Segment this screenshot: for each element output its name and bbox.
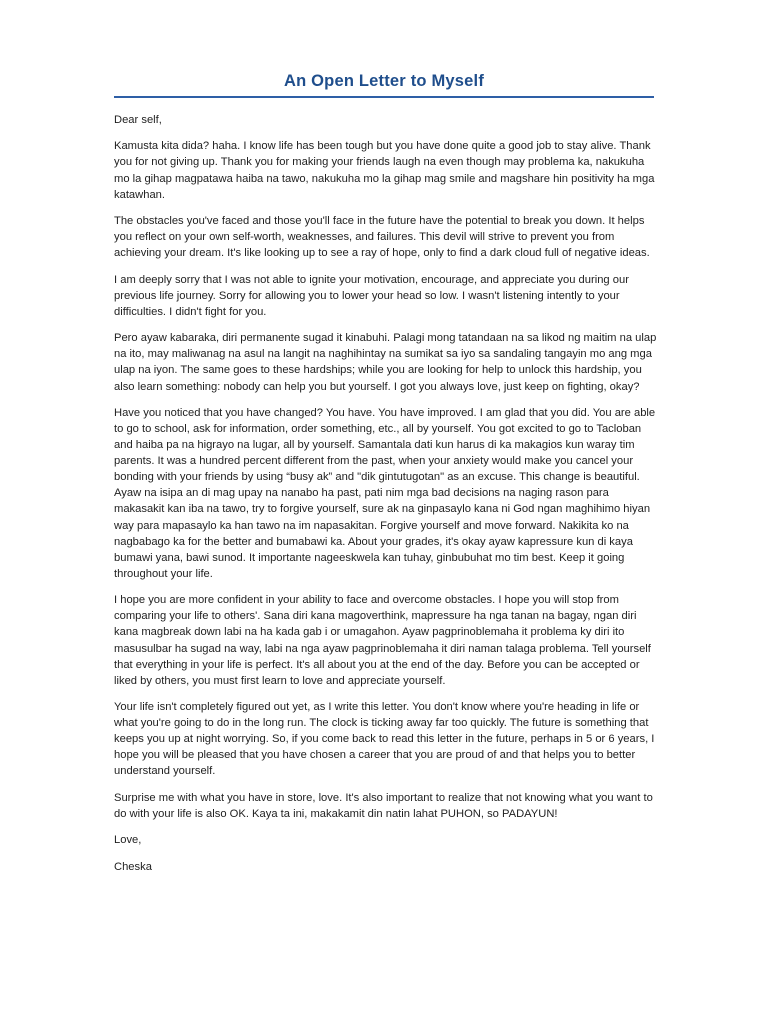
paragraph-1: Kamusta kita dida? haha. I know life has been tough but you have done quite a good job to stay alive. Thank you for not giving up. Thank you for making your friends laugh na even though may problema ka, nakukuha mo la gihap magpatawa haiba na tawo, nakukuha mo la gihap mag smile and magshare hin positivity ha mga katawhan. bbox=[114, 140, 655, 201]
paragraph-3: I am deeply sorry that I was not able to ignite your motivation, encourage, and appreciate you during our previous life journey. Sorry for allowing you to lower your head so low. I wasn't listening intently to your difficulties. I didn't fight for you. bbox=[114, 273, 629, 318]
paragraph-2: The obstacles you've faced and those you'll face in the future have the potential to break you down. It helps you reflect on your own self-worth, weaknesses, and failures. This devil will strive to prevent you from achieving your dream. It's like looking up to see a ray of hope, only to find a dark cloud full of negative ideas. bbox=[114, 215, 650, 260]
paragraph-7: Your life isn't completely figured out yet, as I write this letter. You don't know where you're heading in life or what you're going to do in the long run. The clock is ticking away far too quickly. The future is something that keeps you up at night worrying. So, if you come back to read this letter in the future, perhaps in 5 or 6 years, I hope you will be pleased that you have chosen a career that you are proud of and that helps you to better understand yourself. bbox=[114, 701, 655, 778]
paragraph-8: Surprise me with what you have in store, love. It's also important to realize that not knowing what you want to do with your life is also OK. Kaya ta ini, makakamit din natin lahat PUHON, so PADAYUN! bbox=[114, 791, 653, 820]
signature: Cheska bbox=[114, 860, 152, 873]
closing: Love, bbox=[114, 834, 142, 847]
salutation: Dear self, bbox=[114, 114, 162, 126]
letter-body bbox=[114, 112, 659, 885]
letter-title: An Open Letter to Myself bbox=[283, 72, 485, 90]
title-underline bbox=[114, 96, 654, 98]
paragraph-6: I hope you are more confident in your ability to face and overcome obstacles. I hope you will stop from comparing your life to others'. Sana diri kana magoverthink, mapressure ha nga tanan na bagay, ngan diri kana magbreak down labi na ha kada gab i or umagahon. Ayaw pagprinoblemaha it problema ky diri ito masusulbar ha sugad na way, labi na nga ayaw pagprinoblemaha it diri naman talaga problema. Tell yourself that everything in your life is perfect. It's all about you at the end of the day. Before you can be accepted or liked by others, you must first learn to love and appreciate yourself. bbox=[114, 594, 651, 687]
paragraph-5: Have you noticed that you have changed? You have. You have improved. I am glad that you did. You are able to go to school, ask for information, order something, etc., all by yourself. You got excited to go to Tacloban and haiba pa na higrayo na lugar, all by yourself. Samantala dati kun harus di ka makagios kun waray tim parents. It was a hundred percent different from the past, when your anxiety would make you cancel your bonding with your friends by using “busy ak” and "dik gintutugotan" as an excuse. This change is beautiful. Ayaw na isipa an di mag upay na nanabo ha past, pati nim mga bad decisions na naging rason para makasakit kan iba na tawo, try to forgive yourself, sure ak na ginpasaylo kana ni God ngan maghihimo hiyan way para mapasaylo ka han tawo na im napasakitan. Forgive yourself and move forward. Nakikita ko na nagbabago ka for the better and bumabawi ka. About your grades, it's okay ayaw kapressure kun di kaya bumawi yana, bawi sunod. It importante nageeskwela kan tuhay, ginbubuhat mo tim best. Keep it going throughout your life. bbox=[114, 406, 656, 580]
paragraph-4: Pero ayaw kabaraka, diri permanente sugad it kinabuhi. Palagi mong tatandaan na sa likod ng maitim na ulap na ito, may maliwanag na asul na langit na naghihintay na sumikat sa iyo sa sandaling tangayin mo ang mga ulap na iyon. The same goes to these hardships; while you are looking for help to unlock this hardship, you also learn something: nobody can help you but yourself. I got you always love, just keep on fighting, okay? bbox=[114, 332, 657, 393]
